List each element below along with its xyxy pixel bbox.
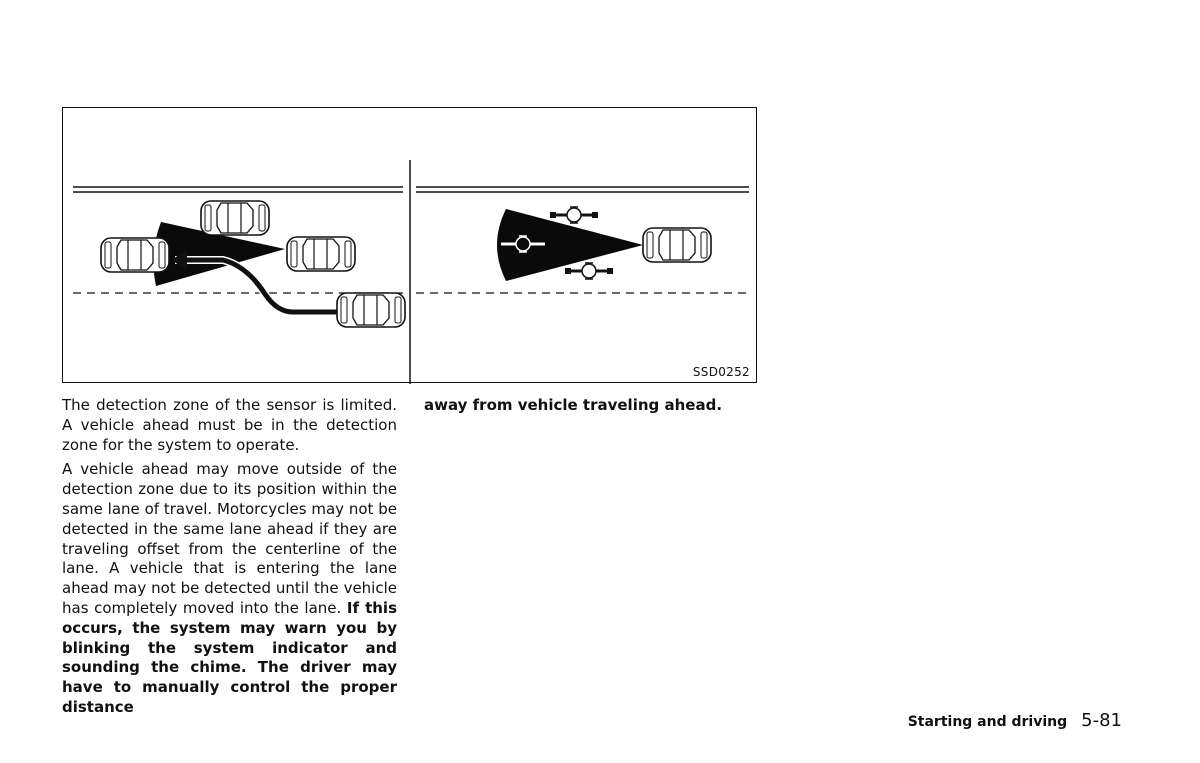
left-panel: [73, 187, 405, 327]
right-column: [424, 396, 764, 416]
illustration-figure: [62, 107, 757, 383]
paragraph-detection-zone: The detection zone of the sensor is limited. A vehicle ahead must be in the detection zone for the system to operate.: [62, 396, 397, 454]
detection-zone-diagram: [63, 108, 758, 384]
left-column: [62, 396, 397, 723]
section-title: Starting and driving: [907, 714, 1068, 730]
paragraph-normal-text: A vehicle ahead may move outside of the detection zone due to its position within the same lane of travel. Motorcycles may not be detected in the same lane ahead if they are traveling offset from the centerline of the lane. A vehicle that is entering the lane ahead may not be detected until the vehicle has completely moved into the lane.: [62, 460, 397, 617]
page-footer: [908, 710, 1122, 731]
paragraph-warning-text: If this occurs, the system may warn you by blinking the system indicator and sounding the chime. The driver may have to manually control the proper distance: [62, 598, 397, 716]
page-number: 5-81: [1081, 710, 1122, 731]
paragraph-vehicle-ahead: [62, 460, 397, 717]
right-panel: [416, 187, 749, 293]
figure-code: SSD0252: [692, 365, 750, 379]
paragraph-continued: away from vehicle traveling ahead.: [424, 396, 723, 414]
